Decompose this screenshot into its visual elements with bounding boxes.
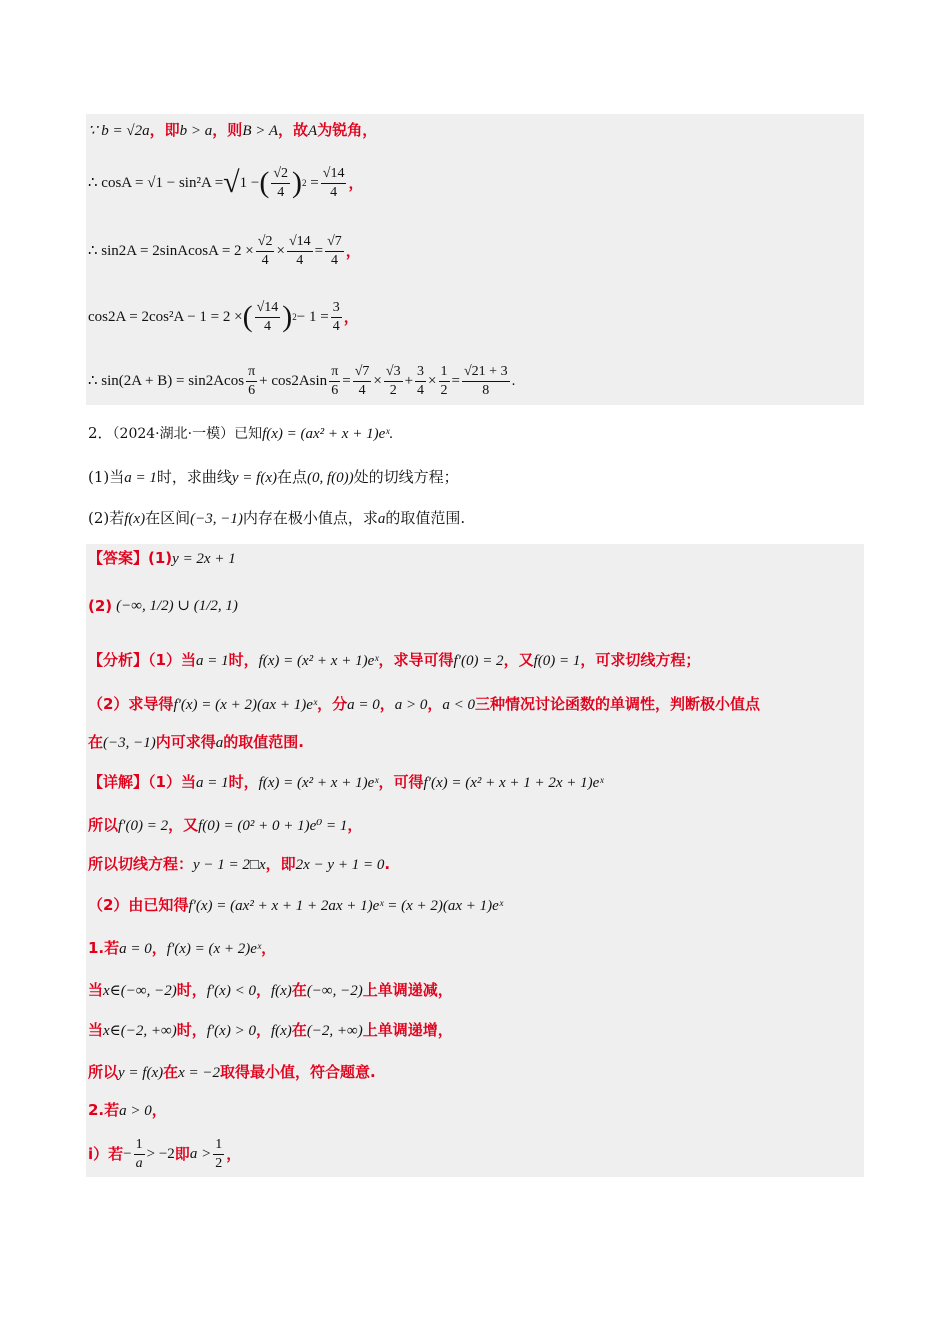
block1-line2: ∴ cosA = √1 − sin²A = √ 1 − ( $\frac{√2}{4}$ ) 2 = $\frac{√14}{4}$ ， bbox=[88, 165, 364, 200]
answer-1: 【答案】(1)y = 2x + 1 bbox=[88, 549, 236, 567]
fraction: $\frac{1}{2}$ bbox=[440, 363, 448, 398]
fraction: $\frac{√14}{4}$ bbox=[256, 299, 279, 334]
block1-line1: ∵ b = √2a，即b > a，则B > A，故A为锐角， bbox=[88, 121, 378, 139]
detail-10: i）若 − $\frac{1}{a}$ > −2 即 a > $\frac{1}{2}$ ， bbox=[88, 1136, 242, 1171]
analysis-2: （2）求导得f′(x) = (x + 2)(ax + 1)eˣ，分a = 0，a > 0，a < 0三种情况讨论函数的单调性，判断极小值点 bbox=[88, 695, 761, 713]
problem-q1: (1)当a = 1时，求曲线y = f(x)在点(0, f(0))处的切线方程； bbox=[88, 468, 459, 486]
fraction: $\frac{√14}{4}$ bbox=[322, 165, 345, 200]
fraction: $\frac{√7}{4}$ bbox=[354, 363, 370, 398]
block1-line3: ∴ sin2A = 2sinAcosA = 2 × $\frac{√2}{4}$ × $\frac{√14}{4}$ = $\frac{√7}{4}$ ， bbox=[88, 233, 361, 268]
detail-3: 所以切线方程：y − 1 = 2□x，即2x − y + 1 = 0. bbox=[88, 855, 391, 873]
detail-9: 2.若a > 0， bbox=[88, 1101, 167, 1119]
detail-2: 所以f′(0) = 2，又f(0) = (0² + 0 + 1)e⁰ = 1， bbox=[88, 816, 363, 834]
fraction: $\frac{1}{2}$ bbox=[215, 1136, 223, 1171]
detail-8: 所以y = f(x)在x = −2取得最小值，符合题意. bbox=[88, 1063, 376, 1081]
fraction: $\frac{3}{4}$ bbox=[417, 363, 425, 398]
problem-header: 2．（2024·湖北·一模）已知f(x) = (ax² + x + 1)eˣ. bbox=[88, 424, 394, 442]
fraction: $\frac{√21 + 3}{8}$ bbox=[463, 363, 508, 398]
fraction: $\frac{\pi}{6}$ bbox=[248, 363, 256, 398]
fraction: $\frac{√3}{2}$ bbox=[385, 363, 401, 398]
analysis-3: 在(−3, −1)内可求得a的取值范围. bbox=[88, 733, 304, 751]
detail-7: 当x∈(−2, +∞)时，f′(x) > 0，f(x)在(−2, +∞)上单调递增， bbox=[88, 1021, 453, 1039]
detail-1: 【详解】（1）当a = 1时，f(x) = (x² + x + 1)eˣ，可得f′(x) = (x² + x + 1 + 2x + 1)eˣ bbox=[88, 773, 604, 791]
block1-line5: ∴ sin(2A + B) = sin2Acos $\frac{\pi}{6}$ + cos2Asin $\frac{\pi}{6}$ = $\frac{√7}{4}$ × $\frac{√3}{2}$ + $\frac{3}{4}$ × $\frac{1}{2}$ = $\frac{√21 + 3}{8}$ . bbox=[88, 363, 516, 398]
block1-line4: cos2A = 2cos²A − 1 = 2 × ( $\frac{√14}{4}$ ) 2 − 1 = $\frac{3}{4}$ ， bbox=[88, 299, 359, 334]
answer-2: (2) (−∞, 1/2) ∪ (1/2, 1) bbox=[88, 597, 238, 615]
detail-6: 当x∈(−∞, −2)时，f′(x) < 0，f(x)在(−∞, −2)上单调递减， bbox=[88, 981, 453, 999]
fraction: $\frac{3}{4}$ bbox=[332, 299, 340, 334]
problem-q2: (2)若f(x)在区间(−3, −1)内存在极小值点，求a的取值范围. bbox=[88, 509, 466, 527]
fraction: $\frac{1}{a}$ bbox=[135, 1136, 143, 1171]
fraction: $\frac{√2}{4}$ bbox=[273, 165, 289, 200]
detail-4: （2）由已知得f′(x) = (ax² + x + 1 + 2ax + 1)eˣ = (x + 2)(ax + 1)eˣ bbox=[88, 896, 504, 914]
fraction: $\frac{√2}{4}$ bbox=[257, 233, 273, 268]
analysis-1: 【分析】（1）当a = 1时，f(x) = (x² + x + 1)eˣ，求导可得f′(0) = 2，又f(0) = 1，可求切线方程； bbox=[88, 651, 701, 669]
detail-5: 1.若a = 0，f′(x) = (x + 2)eˣ， bbox=[88, 939, 277, 957]
fraction: $\frac{\pi}{6}$ bbox=[331, 363, 339, 398]
fraction: $\frac{√7}{4}$ bbox=[327, 233, 342, 268]
fraction: $\frac{√14}{4}$ bbox=[288, 233, 311, 268]
